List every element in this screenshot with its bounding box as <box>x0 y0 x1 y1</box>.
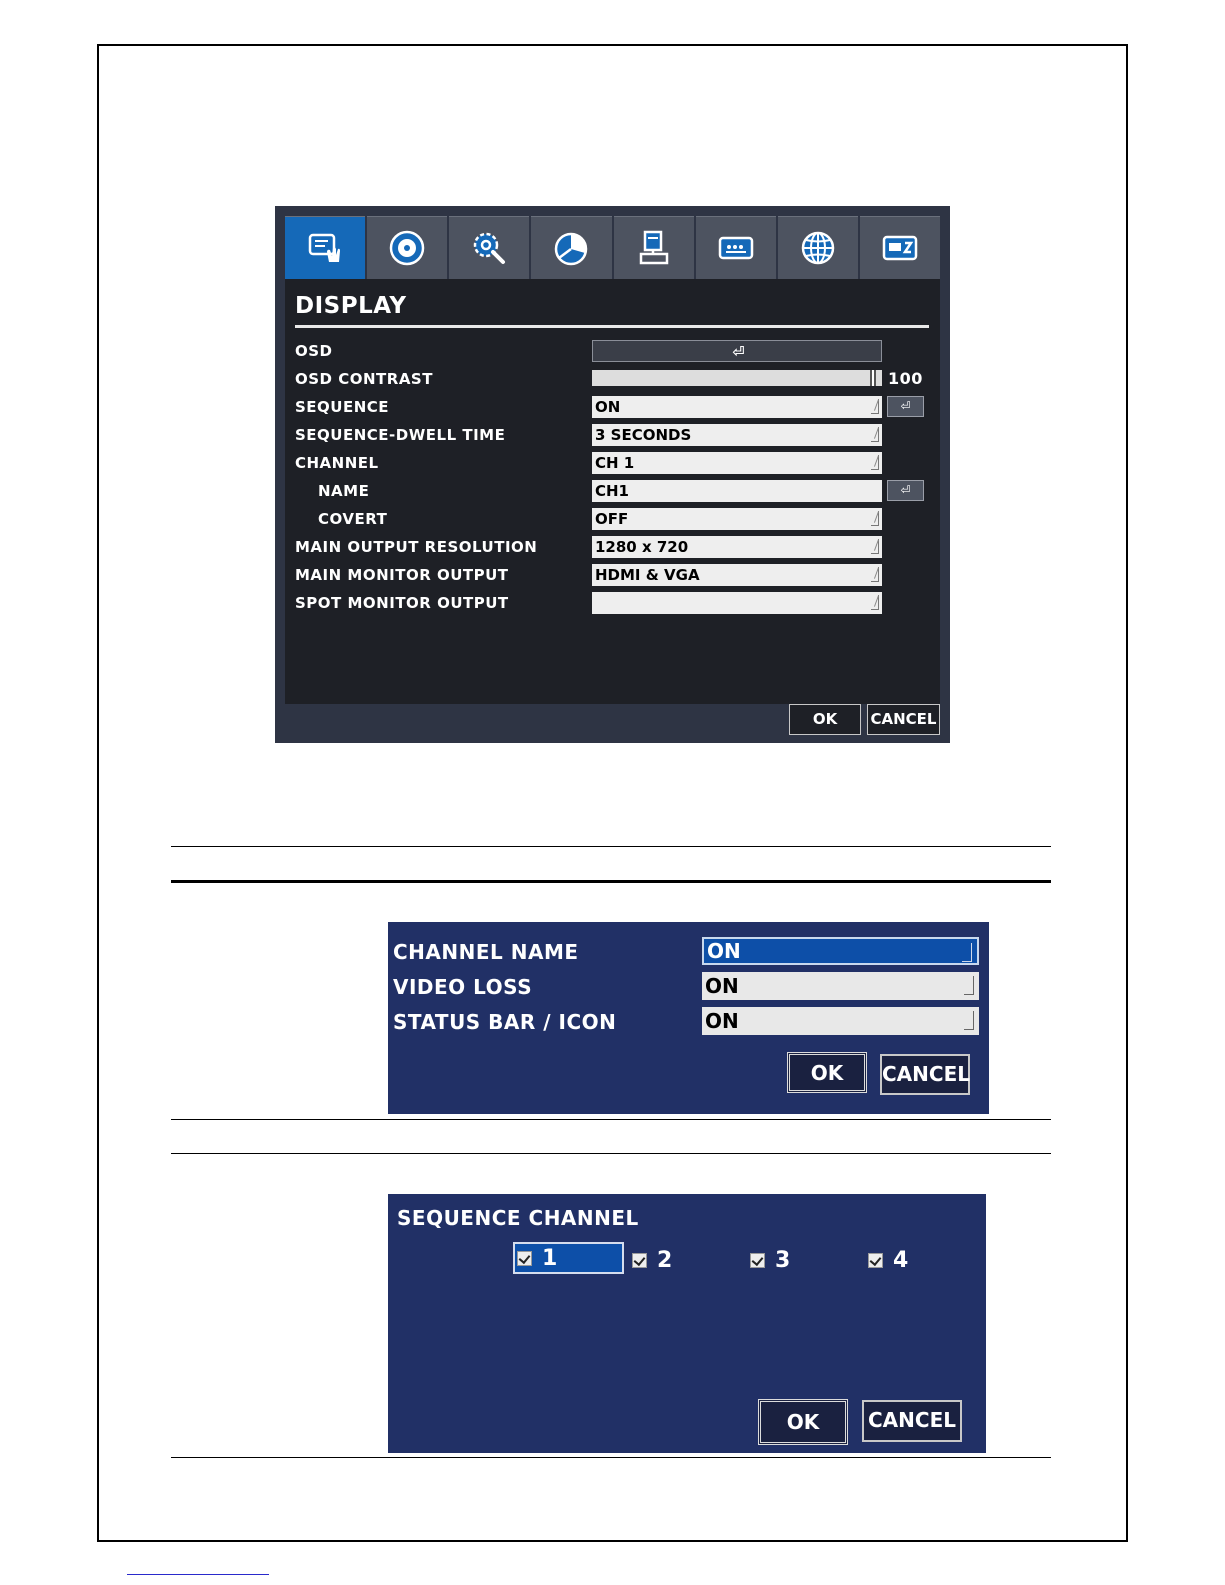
channel-4-label: 4 <box>893 1247 909 1273</box>
cancel-button[interactable]: CANCEL <box>862 1400 962 1442</box>
storage-icon <box>880 228 920 268</box>
covert-value: OFF <box>595 510 629 528</box>
display-settings-icon <box>305 228 345 268</box>
covert-label: COVERT <box>318 510 388 528</box>
sequence-dwell-select[interactable] <box>592 424 882 446</box>
dropdown-caret-icon <box>962 943 972 962</box>
table-rule <box>171 1119 1051 1120</box>
sequence-select[interactable] <box>592 396 882 418</box>
status-bar-icon-select[interactable] <box>702 1007 979 1035</box>
sequence-channel-popup <box>388 1194 986 1453</box>
display-settings-body <box>285 279 940 704</box>
enter-icon: ⏎ <box>900 483 911 497</box>
keyboard-icon <box>716 228 756 268</box>
enter-icon: ⏎ <box>900 399 911 413</box>
channel-label: CHANNEL <box>295 454 379 472</box>
status-bar-icon-label: STATUS BAR / ICON <box>393 1010 617 1034</box>
channel-name-input[interactable] <box>592 480 882 502</box>
video-loss-value: ON <box>705 974 739 998</box>
slider-thumb[interactable] <box>870 370 876 386</box>
setting-row-covert <box>295 508 935 532</box>
dropdown-caret-icon <box>964 1011 974 1030</box>
main-monitor-output-label: MAIN MONITOR OUTPUT <box>295 566 509 584</box>
main-output-resolution-label: MAIN OUTPUT RESOLUTION <box>295 538 538 556</box>
osd-setup-button[interactable] <box>592 340 882 362</box>
tab-keyboard[interactable] <box>696 216 776 279</box>
dropdown-caret-icon <box>871 539 879 554</box>
dropdown-caret-icon <box>871 511 879 526</box>
channel-2-label: 2 <box>657 1247 673 1273</box>
display-settings-window <box>275 206 950 743</box>
channel-select[interactable] <box>592 452 882 474</box>
channel-value: CH 1 <box>595 454 635 472</box>
channel-4-checkbox[interactable] <box>868 1244 908 1276</box>
channel-name-select[interactable] <box>702 937 979 965</box>
osd-contrast-value: 100 <box>888 369 923 388</box>
network-globe-icon <box>798 228 838 268</box>
table-rule <box>171 846 1051 847</box>
channel-name-label: CHANNEL NAME <box>393 940 579 964</box>
footer-link-underline[interactable] <box>127 1574 269 1575</box>
title-divider <box>295 325 929 328</box>
dropdown-caret-icon <box>871 399 879 414</box>
checkbox-checked-icon <box>517 1251 532 1266</box>
spot-monitor-output-select[interactable] <box>592 592 882 614</box>
setting-row-sequence <box>295 396 935 420</box>
osd-contrast-slider[interactable] <box>592 370 882 386</box>
channel-name-value: CH1 <box>595 482 629 500</box>
checkbox-checked-icon <box>750 1253 765 1268</box>
ok-button[interactable]: OK <box>758 1399 848 1445</box>
tab-network[interactable] <box>778 216 858 279</box>
setting-row-main-monitor-output <box>295 564 935 588</box>
status-bar-icon-value: ON <box>705 1009 739 1033</box>
osd-label: OSD <box>295 342 333 360</box>
checkbox-checked-icon <box>868 1253 883 1268</box>
sequence-dwell-label: SEQUENCE-DWELL TIME <box>295 426 506 444</box>
covert-select[interactable] <box>592 508 882 530</box>
system-gear-icon <box>469 228 509 268</box>
sequence-value: ON <box>595 398 621 416</box>
sequence-dwell-value: 3 SECONDS <box>595 426 692 444</box>
main-monitor-output-select[interactable] <box>592 564 882 586</box>
video-loss-label: VIDEO LOSS <box>393 975 533 999</box>
setting-row-spot-monitor-output <box>295 592 935 616</box>
channel-name-value: ON <box>707 939 741 963</box>
channel-3-checkbox[interactable] <box>750 1244 790 1276</box>
name-edit-button[interactable] <box>887 480 924 501</box>
spot-monitor-output-label: SPOT MONITOR OUTPUT <box>295 594 509 612</box>
video-loss-select[interactable] <box>702 972 979 1000</box>
setting-row-sequence-dwell <box>295 424 935 448</box>
name-label: NAME <box>318 482 370 500</box>
sequence-channel-title: SEQUENCE CHANNEL <box>397 1206 639 1230</box>
tab-event[interactable] <box>531 216 611 279</box>
tab-device[interactable] <box>614 216 694 279</box>
dropdown-caret-icon <box>871 567 879 582</box>
osd-popup <box>388 922 989 1114</box>
checkbox-checked-icon <box>632 1253 647 1268</box>
cancel-button[interactable]: CANCEL <box>880 1054 970 1095</box>
main-monitor-output-value: HDMI & VGA <box>595 566 700 584</box>
page-title: DISPLAY <box>295 293 407 319</box>
main-output-resolution-value: 1280 x 720 <box>595 538 689 556</box>
event-pie-icon <box>551 228 591 268</box>
main-output-resolution-select[interactable] <box>592 536 882 558</box>
channel-1-checkbox[interactable] <box>513 1242 624 1274</box>
tab-system[interactable] <box>449 216 529 279</box>
table-rule <box>171 1457 1051 1458</box>
dropdown-caret-icon <box>871 595 879 610</box>
cancel-button[interactable]: CANCEL <box>867 704 940 735</box>
settings-tab-bar <box>285 216 940 279</box>
sequence-setup-button[interactable] <box>887 396 924 417</box>
ok-button[interactable]: OK <box>787 1052 867 1093</box>
sequence-label: SEQUENCE <box>295 398 390 416</box>
tab-storage[interactable] <box>860 216 940 279</box>
tab-record[interactable] <box>367 216 447 279</box>
channel-3-label: 3 <box>775 1247 791 1273</box>
osd-contrast-label: OSD CONTRAST <box>295 370 433 388</box>
channel-1-label: 1 <box>542 1245 558 1271</box>
tab-display[interactable] <box>285 216 365 279</box>
setting-row-name <box>295 480 935 504</box>
table-rule <box>171 880 1051 883</box>
record-disc-icon <box>387 228 427 268</box>
dropdown-caret-icon <box>871 427 879 442</box>
table-rule <box>171 1153 1051 1154</box>
enter-icon: ⏎ <box>732 343 745 361</box>
channel-2-checkbox[interactable] <box>632 1244 672 1276</box>
ok-button[interactable]: OK <box>789 704 861 735</box>
device-computer-icon <box>634 228 674 268</box>
setting-row-osd-contrast <box>295 368 935 392</box>
setting-row-main-output-resolution <box>295 536 935 560</box>
setting-row-channel <box>295 452 935 476</box>
dropdown-caret-icon <box>871 455 879 470</box>
dropdown-caret-icon <box>964 976 974 995</box>
setting-row-osd <box>295 340 935 364</box>
